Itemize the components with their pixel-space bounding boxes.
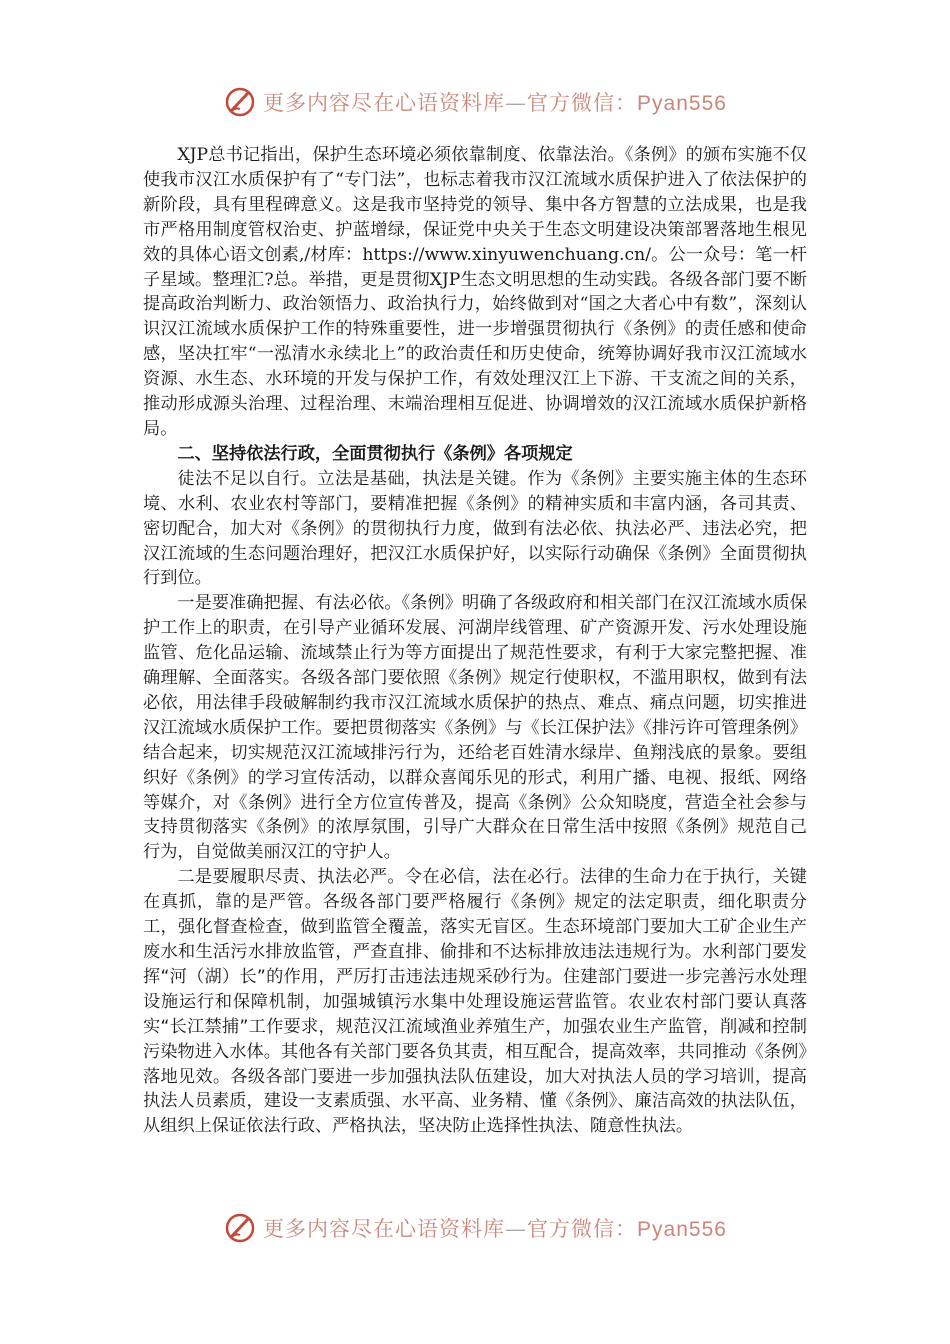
footer-watermark-banner <box>0 1208 950 1248</box>
banner-account: Pyan556 <box>637 92 727 115</box>
pen-logo-icon <box>223 85 257 119</box>
paragraph-intro: XJP总书记指出，保护生态环境必须依靠制度、依靠法治。《条例》的颁布实施不仅使我市汉江水质保护有了“专门法”，也标志着我市汉江流域水质保护进入了依法保护的新阶段，具有里程碑意义。这是我市坚持党的领导、集中各方智慧的立法成果，也是我市严格用制度管权治吏、护蓝增绿，保证党中央关于生态文明建设决策部署落地生根见效的具体心语文创素,/材库：https://www.xinyuwenchuang.cn/。公一众号：笔一杆子星域。整理汇?总。举措，更是贯彻XJP生态文明思想的生动实践。各级各部门要不断提高政治判断力、政治领悟力、政治执行力，始终做到对“国之大者心中有数”，深刻认识汉江流域水质保护工作的特殊重要性，进一步增强贯彻执行《条例》的责任感和使命感，坚决扛牢“一泓清水永续北上”的政治责任和历史使命，统筹协调好我市汉江流域水资源、水生态、水环境的开发与保护工作，有效处理汉江上下游、干支流之间的关系，推动形成源头治理、过程治理、末端治理相互促进、协调增效的汉江流域水质保护新格局。 <box>143 145 807 439</box>
pen-logo-icon <box>223 1211 257 1245</box>
banner-dash: — <box>505 1217 528 1241</box>
banner-account: Pyan556 <box>637 1218 727 1241</box>
header-watermark-banner <box>0 82 950 122</box>
paragraph-4: 二是要履职尽责、执法必严。令在必信，法在必行。法律的生命力在于执行，关键在真抓，靠的是严管。各级各部门要严格履行《条例》规定的法定职责，细化职责分工，强化督查检查，做到监管全覆盖，落实无盲区。生态环境部门要加大工矿企业生产废水和生活污水排放监管，严查直排、偷排和不达标排放违法违规行为。水利部门要发挥“河（湖）长”的作用，严厉打击违法违规采砂行为。住建部门要进一步完善污水处理设施运行和保障机制，加强城镇污水集中处理设施运营监管。农业农村部门要认真落实“长江禁捕”工作要求，规范汉江流域渔业养殖生产，加强农业生产监管，削减和控制污染物进入水体。其他各有关部门要各负其责，相互配合，提高效率，共同推动《条例》落地见效。各级各部门要进一步加强执法队伍建设，加大对执法人员的学习培训，提高执法人员素质，建设一支素质强、水平高、业务精、懂《条例》、廉洁高效的执法队伍，从组织上保证依法行政、严格执法，坚决防止选择性执法、随意性执法。 <box>143 867 807 1137</box>
banner-tail: 官方微信： <box>527 1217 638 1241</box>
banner-tail: 官方微信： <box>527 91 638 115</box>
banner-main: 更多内容尽在心语资料库 <box>263 91 506 115</box>
section-heading: 二、坚持依法行政，全面贯彻执行《条例》各项规定 <box>177 443 573 464</box>
paragraph-2: 徒法不足以自行。立法是基础，执法是关键。作为《条例》主要实施主体的生态环境、水利、农业农村等部门，要精准把握《条例》的精神实质和丰富内涵，各司其责、密切配合，加大对《条例》的贯彻执行力度，做到有法必依、执法必严、违法必究，把汉江流域的生态问题治理好，把汉江水质保护好，以实际行动确保《条例》全面贯彻执行到位。 <box>143 468 807 589</box>
paragraph-3: 一是要准确把握、有法必依。《条例》明确了各级政府和相关部门在汉江流域水质保护工作上的职责，在引导产业循环发展、河湖岸线管理、矿产资源开发、污水处理设施监管、危化品运输、流域禁止行为等方面提出了规范性要求，有利于大家完整把握、准确理解、全面落实。各级各部门要依照《条例》规定行使职权，不滥用职权，做到有法必依，用法律手段破解制约我市汉江流域水质保护的热点、难点、痛点问题，切实推进汉江流域水质保护工作。要把贯彻落实《条例》与《长江保护法》《排污许可管理条例》结合起来，切实规范汉江流域排污行为，还给老百姓清水绿岸、鱼翔浅底的景象。要组织好《条例》的学习宣传活动，以群众喜闻乐见的形式，利用广播、电视、报纸、网络等媒介，对《条例》进行全方位宣传普及，提高《条例》公众知晓度，营造全社会参与支持贯彻落实《条例》的浓厚氛围，引导广大群众在日常生活中按照《条例》规范自己行为，自觉做美丽汉江的守护人。 <box>143 593 807 863</box>
banner-main: 更多内容尽在心语资料库 <box>263 1217 506 1241</box>
banner-text <box>263 1213 727 1243</box>
banner-dash: — <box>505 91 528 115</box>
document-body <box>143 143 807 1139</box>
banner-text <box>263 87 727 117</box>
